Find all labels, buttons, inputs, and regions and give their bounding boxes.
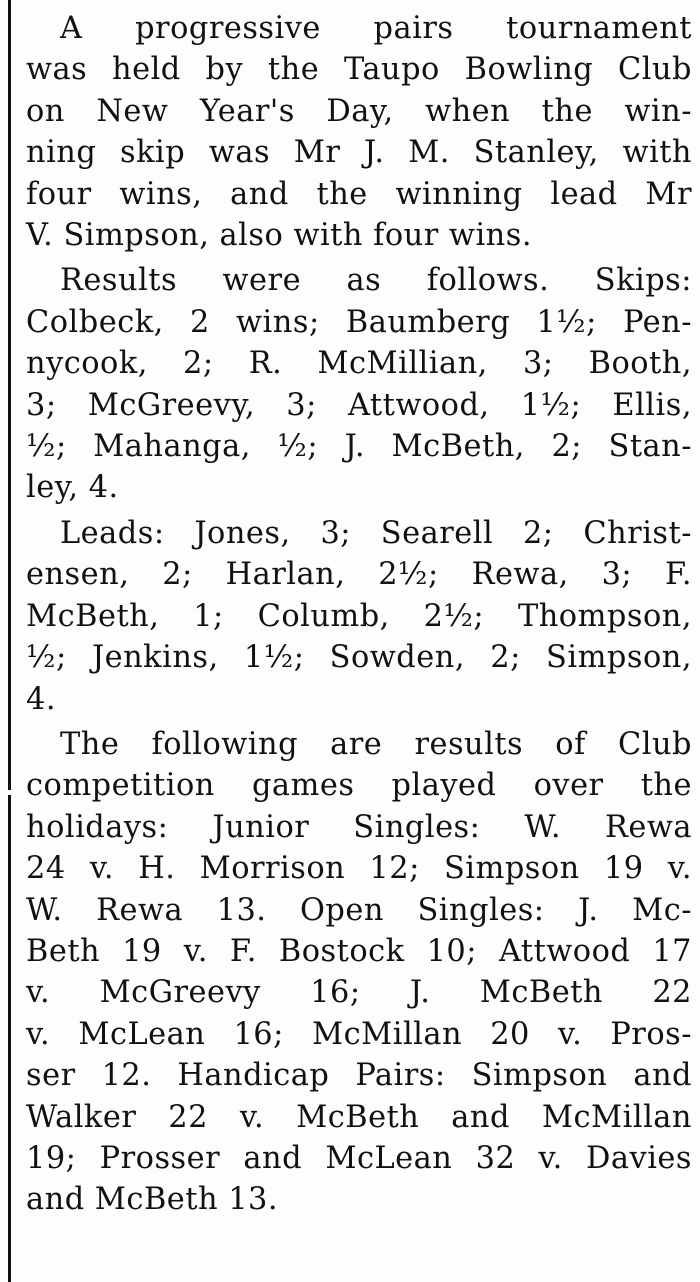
text-line: holidays: Junior Singles: W. Rewa: [26, 809, 692, 845]
text-line: was held by the Taupo Bowling Club: [26, 52, 692, 88]
text-line: W. Rewa 13. Open Singles: J. Mc-: [26, 892, 692, 928]
text-line: 3; McGreevy, 3; Attwood, 1½; Ellis,: [26, 387, 692, 423]
text-line: v. McGreevy 16; J. McBeth 22: [26, 975, 692, 1011]
text-line: ley, 4.: [26, 470, 119, 506]
text-line: four wins, and the winning lead Mr: [26, 176, 692, 212]
text-line: 19; Prosser and McLean 32 v. Davies: [26, 1140, 692, 1176]
article-body: [26, 8, 692, 1225]
text-line: on New Year's Day, when the win-: [26, 93, 692, 129]
text-line: ser 12. Handicap Pairs: Simpson and: [26, 1058, 692, 1094]
text-line: v. McLean 16; McMillan 20 v. Pros-: [26, 1016, 692, 1052]
column-rule-upper: [8, 0, 11, 790]
text-line: Walker 22 v. McBeth and McMillan: [26, 1099, 692, 1135]
text-line: competition games played over the: [26, 768, 692, 804]
paragraph-skips: [26, 260, 692, 508]
text-line: A progressive pairs tournament: [60, 11, 692, 46]
text-line: Results were as follows. Skips:: [60, 263, 692, 299]
column-rule-lower: [8, 795, 11, 1282]
text-line: 4.: [26, 681, 56, 717]
text-line: ½; Jenkins, 1½; Sowden, 2; Simpson,: [26, 640, 692, 676]
text-line: ½; Mahanga, ½; J. McBeth, 2; Stan-: [26, 429, 692, 465]
paragraph-leads: [26, 513, 692, 720]
text-line: 24 v. H. Morrison 12; Simpson 19 v.: [26, 851, 692, 887]
paragraph-club-competition: [26, 724, 692, 1221]
text-line: The following are results of Club: [60, 726, 692, 762]
text-line: V. Simpson, also with four wins.: [26, 218, 532, 254]
text-line: Beth 19 v. F. Bostock 10; Attwood 17: [26, 933, 692, 969]
text-line: ensen, 2; Harlan, 2½; Rewa, 3; F.: [26, 557, 692, 593]
text-line: nycook, 2; R. McMillian, 3; Booth,: [26, 346, 692, 382]
text-line: McBeth, 1; Columb, 2½; Thompson,: [26, 598, 692, 634]
paragraph-tournament: [26, 8, 692, 256]
text-line: Leads: Jones, 3; Searell 2; Christ-: [60, 515, 692, 551]
text-line: and McBeth 13.: [26, 1182, 279, 1218]
text-line: Colbeck, 2 wins; Baumberg 1½; Pen-: [26, 304, 692, 340]
text-line: ning skip was Mr J. M. Stanley, with: [26, 135, 692, 171]
